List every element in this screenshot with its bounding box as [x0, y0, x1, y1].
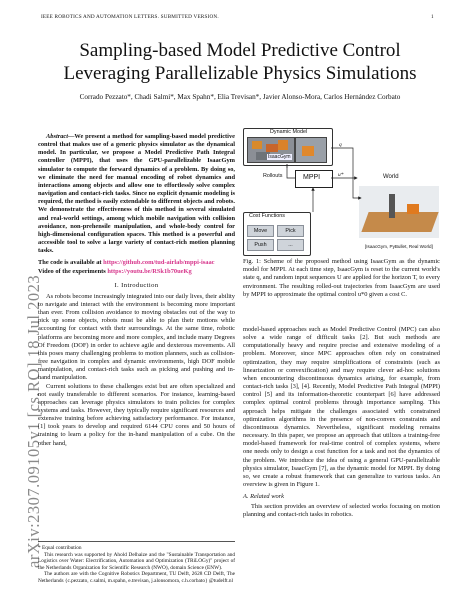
rollouts-label: Rollouts	[263, 173, 283, 179]
abstract-text: We present a method for sampling-based model predictive control that makes use of a generic physics simulator as the dynamical model. In particular, we propose a Model Predictive Path Integral controller (MPPI), that uses the GPU-parallelizable IsaacGym simulator to compute the forward dynamics of a problem. By doing so, we eliminate the need for manual encoding of robot dynamics and interactions among objects and allow one to effortlessly solve complex navigation and contact-rich tasks. Since no explicit dynamic modeling is required, the method is easily extendable to different objects and robots. We demonstrate the effectiveness of this method in several simulated and real-world settings, among which mobile navigation with collision avoidance, non-prehensile manipulation, and whole-body control for high-dimensional configuration spaces. This method is a powerful and accessible tool to solve a large variety of contact-rich motion planning tasks.	[38, 133, 235, 255]
isaacgym-label: IsaacGym	[268, 154, 291, 160]
mppi-label: MPPI	[303, 174, 321, 181]
journal-header: IEEE ROBOTICS AND AUTOMATION LETTERS. SUBMITTED VERSION.	[41, 14, 219, 20]
figure-caption: Fig. 1: Scheme of the proposed method using IsaacGym as the dynamic model for MPPI. At each time step, IsaacGym is reset to the current world's state q, and random input sequences U are applied for the horizon T, to every environment. The resulting rolled-out trajectories from IsaacGym are used by MPPI to approximate the optimal control u*0 given a cost C.	[243, 258, 440, 298]
abstract: Abstract—We present a method for sampling-based model predictive control that makes use of a generic physics simulator as the dynamical model. In particular, we propose a Model Predictive Path Integral controller (MPPI), that uses the GPU-parallelizable IsaacGym simulator to compute the forward dynamics of a problem. By doing so, we eliminate the need for manual encoding of robot dynamics and interactions among objects and allow one to effortlessly solve complex navigation and contact-rich tasks. Since no explicit dynamic modeling is required, the method is easily extendable to different objects and robots. We demonstrate the effectiveness of this method in several simulated and real-world settings, among which mobile navigation with collision avoidance, non-prehensile manipulation, and whole-body control for high-dimensional configuration spaces. This method is a powerful and accessible tool to solve a large variety of contact-rich motion planning tasks.	[38, 133, 235, 255]
world-label: World	[383, 174, 399, 180]
footnote-affiliation: The authors are with the Cognitive Robotics Department, TU Delft, 2628 CD Delft, The Netherlands {c.pezzato, c.salmi, m.spahn, e.trevisan, j.alonsomora, c.h.corbato} @tudelft.nl	[38, 571, 235, 584]
right-column	[243, 326, 440, 520]
intro-paragraph-1: As robots become increasingly integrated into our daily lives, their ability to navigate and interact with the environment is becoming more important than ever. From collision avoidance to moving obstacles out of the way to pick up some objects, robots must be able to plan their motions while accounting for contact with their surroundings. At the same time, robotic platforms are becoming more and more complex, and include many Degrees Of Freedom (DOF) in order to achieve agile and dexterous movements. All this poses many challenging problems to motion planners, such as collision-free navigation in complex and dynamic environments, high DOF mobile manipulation, and contact-rich tasks such as picking and pushing and in-hand manipulation.	[38, 292, 235, 382]
cost-functions-label: Cost Functions	[249, 213, 285, 219]
footnotes	[38, 541, 235, 584]
rollout-arrow	[287, 164, 295, 178]
dynamic-model-label: Dynamic Model	[270, 129, 308, 135]
state-arrow	[331, 148, 361, 198]
right-paragraph-1: model-based approaches such as Model Predictive Control (MPC) can also solve a wide range of difficult tasks [2]. But such methods are computationally heavy and require precise and extensive modeling of a problem. Moreover, since MPC approaches often rely on constrained optimization, they may require simplifications of constraints (such as linearization or convexification) and may require clever ad-hoc solutions when encountering discontinuous dynamics arising, for example, from contact-rich tasks [3], [4]. Recently, Model Predictive Path Integral (MPPI) control [5] and its information-theoretic counterpart [6] have addressed complex optimal control problems through importance sampling. This approach helps mitigate the challenges associated with constrained optimization algorithms in the presence of non-convex constraints and discontinuous dynamics. Nevertheless, significant modeling remains necessary. In this paper, we propose an approach that utilizes a training-free model-based framework for real-time control of complex systems, where one needs only to design a cost function for a task and not the dynamics of the problem. We introduce the idea of using a general GPU-parallelizable physics simulator, IsaacGym [7], as the dynamic model for MPPI. By doing so, we create a robust framework that can generalize to various tasks. An overview is given in Figure 1.	[243, 326, 440, 488]
author-list: Corrado Pezzato*, Chadi Salmi*, Max Spahn*, Elia Trevisan*, Javier Alonso-Mora, Carlos Hernández Corbato	[79, 93, 401, 101]
cost-push-chip: Push	[247, 239, 274, 251]
footnote-equal-contribution: * Equal contribution	[38, 545, 82, 551]
code-availability	[38, 259, 235, 275]
intro-paragraph-2: Current solutions to these challenges exist but are often specialized and not easily transferable to different scenarios. For instance, learning-based approaches can leverage physics simulators to train policies for complex systems and tasks. However, they typically require significant resources and extensive training before achieving satisfactory performance. For instance, [1] took years to develop and required 6144 CPU cores and 50 hours of training to learn a policy for the in-hand manipulation of a cube. On the other hand,	[38, 382, 235, 447]
video-link[interactable]: https://youtu.be/RSk1b70ueKg	[107, 267, 192, 275]
figure-1-scheme	[243, 128, 440, 256]
code-link[interactable]: https://github.com/tud-airlab/mppi-isaac	[103, 259, 215, 267]
footnote-funding: This research was supported by Ahold Delhaize and the "Sustainable Transportation and Logistics over Water: Electrification, Automation and Optimization (TRiLOGy)" project of the Netherlands Organization for Scientific Research (NWO), domain Science (ENW).	[38, 551, 235, 571]
arxiv-stamp-text: arXiv:2307.09105v1 [cs.RO] 18 Jul 2023	[24, 274, 43, 568]
figure-arrows	[243, 128, 440, 256]
left-column	[38, 133, 235, 448]
cost-more-chip: ...	[277, 239, 304, 251]
page-number: 1	[431, 14, 434, 20]
arxiv-stamp	[6, 98, 43, 568]
video-prefix: Video of the experiments	[38, 267, 108, 275]
section-heading-introduction: I. Introduction	[114, 281, 159, 289]
paper-title-line-1: Sampling-based Model Predictive Control	[79, 40, 401, 61]
abstract-label: Abstract	[46, 133, 69, 140]
world-caption: [IsaacGym, PyBullet, Real World]	[365, 244, 433, 249]
state-q-label: q	[339, 142, 342, 148]
related-work-text: This section provides an overview of selected works focusing on motion planning and contact-rich tasks in robotics.	[243, 503, 440, 519]
cost-move-chip: Move	[247, 225, 274, 237]
paper-title-line-2: Leveraging Parallelizable Physics Simulations	[63, 63, 417, 84]
control-output-label: u*	[338, 172, 344, 178]
code-prefix: The code is available at	[38, 259, 104, 267]
cost-pick-chip: Pick	[277, 225, 304, 237]
subsection-related-work: A. Related work	[243, 493, 284, 501]
